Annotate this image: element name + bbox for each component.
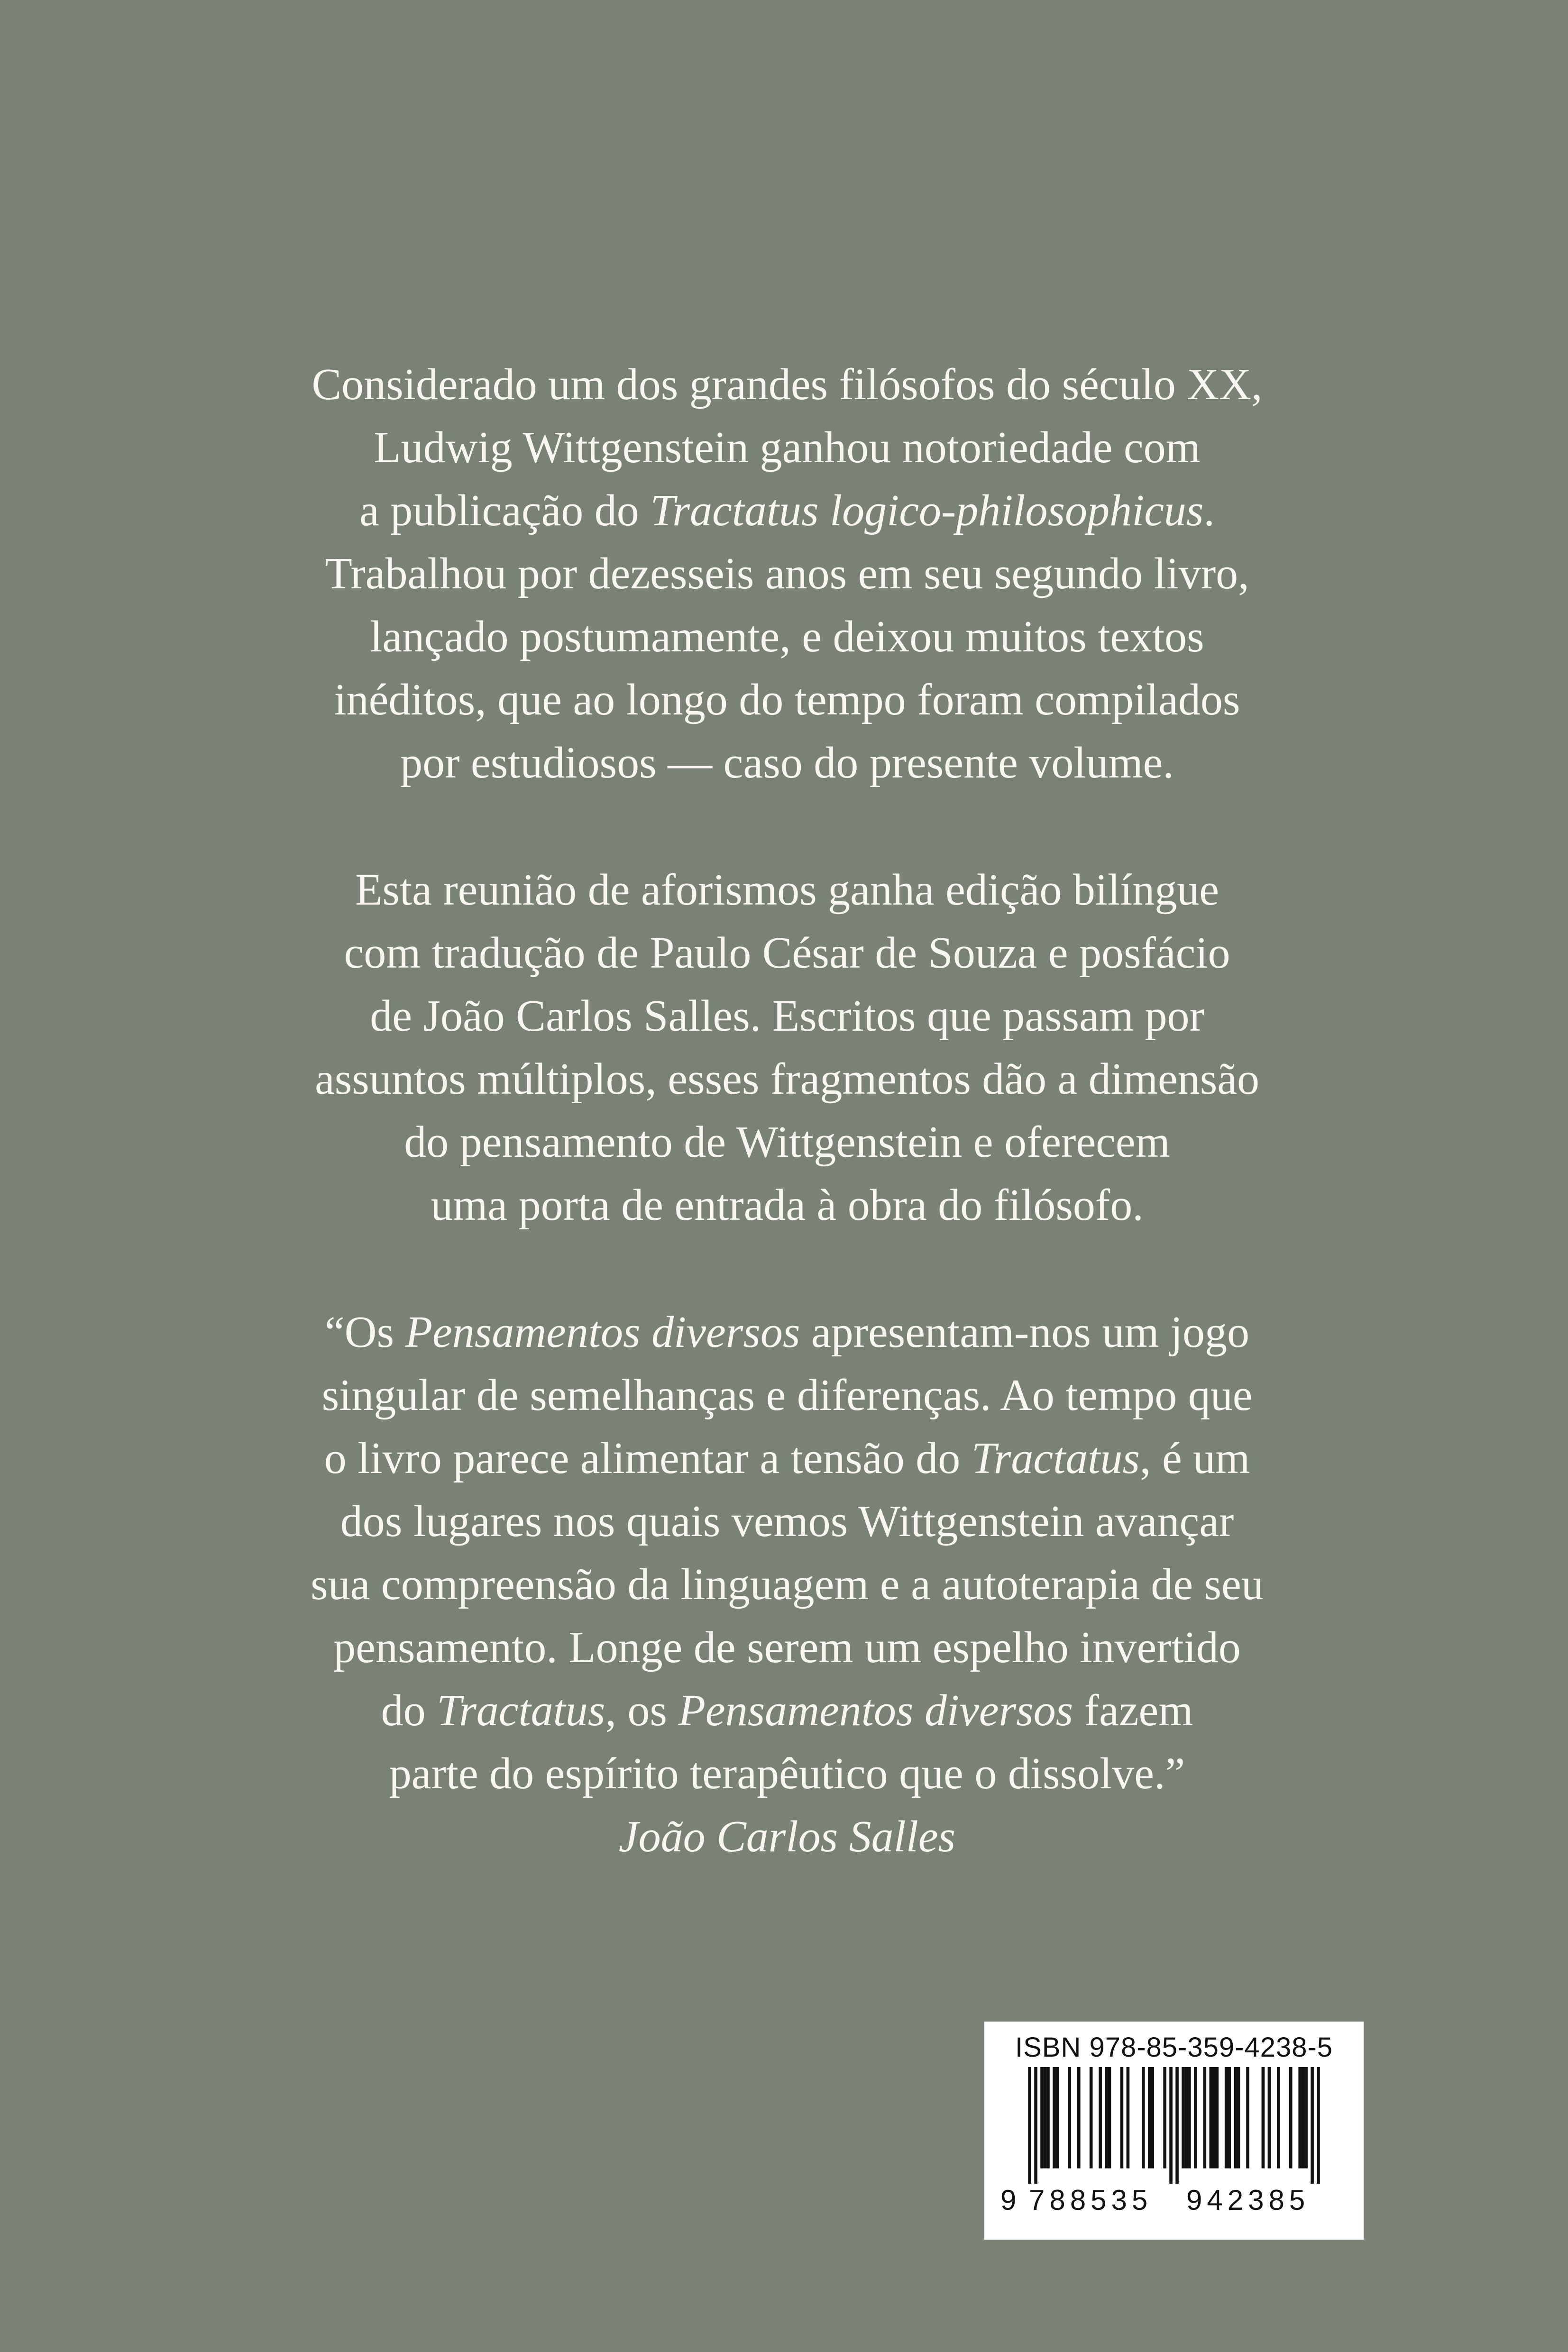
barcode-bar — [1212, 2067, 1216, 2169]
barcode-bar — [1056, 2067, 1059, 2169]
barcode-bar — [1127, 2067, 1130, 2169]
text-line — [190, 1364, 1385, 1427]
text-segment: com tradução de Paulo César de Souza e posfácio — [344, 928, 1230, 978]
text-segment: pensamento. Longe de serem um espelho invertido — [333, 1623, 1241, 1672]
text-line — [190, 353, 1385, 416]
barcode-bar — [1046, 2067, 1050, 2169]
text-segment: Considerado um dos grandes filósofos do século XX, — [312, 360, 1263, 409]
text-line — [190, 1301, 1385, 1364]
barcode-bar — [1151, 2067, 1154, 2169]
text-line — [190, 479, 1385, 542]
ean-right-group: 942385 — [1186, 2184, 1310, 2216]
barcode-bar — [1311, 2067, 1314, 2184]
blurb-paragraph-2 — [190, 859, 1385, 1237]
barcode-bar — [1053, 2067, 1056, 2169]
barcode-bar — [1277, 2067, 1280, 2169]
back-cover-blurb — [190, 353, 1385, 1932]
text-segment: por estudiosos — caso do presente volume. — [400, 738, 1174, 787]
italic-title: Tractatus logico-philosophicus — [650, 486, 1204, 535]
text-segment: Esta reunião de aforismos ganha edição bilíngue — [355, 865, 1219, 915]
barcode-bar — [1044, 2067, 1047, 2169]
text-segment: assuntos múltiplos, esses fragmentos dão a dimensão — [315, 1054, 1259, 1104]
text-segment: dos lugares nos quais vemos Wittgenstein avançar — [340, 1497, 1234, 1546]
barcode-bar — [1246, 2067, 1249, 2169]
text-line — [190, 1111, 1385, 1174]
barcode-bar — [1169, 2067, 1173, 2184]
barcode-bar — [1228, 2067, 1231, 2169]
text-segment: fazem — [1073, 1686, 1193, 1735]
barcode-bar — [1302, 2067, 1305, 2169]
barcode-bar — [1234, 2067, 1237, 2169]
barcode-bar — [1185, 2067, 1188, 2169]
text-line — [190, 985, 1385, 1048]
barcode-bars — [1000, 2067, 1348, 2184]
barcode-bar — [1148, 2067, 1151, 2169]
barcode-bar — [1108, 2067, 1111, 2169]
barcode-bar — [1304, 2067, 1308, 2169]
text-line — [190, 1174, 1385, 1237]
text-segment: uma porta de entrada à obra do filósofo. — [431, 1181, 1144, 1230]
text-segment: o livro parece alimentar a tensão do — [324, 1434, 972, 1483]
barcode-bar — [1090, 2067, 1093, 2169]
text-line — [190, 416, 1385, 479]
text-segment: “Os — [324, 1308, 405, 1357]
text-segment: . — [1203, 486, 1215, 535]
ean-digits — [1000, 2184, 1348, 2217]
text-segment: Trabalhou por dezesseis anos em seu segundo livro, — [325, 549, 1249, 598]
text-segment: apresentam-nos um jogo — [800, 1308, 1250, 1357]
blurb-paragraph-1 — [190, 353, 1385, 795]
barcode-bar — [1317, 2067, 1320, 2184]
text-line — [190, 542, 1385, 605]
text-line — [190, 1427, 1385, 1490]
isbn-barcode — [984, 2022, 1364, 2240]
blurb-quote — [190, 1301, 1385, 1868]
italic-title: Pensamentos diversos — [678, 1686, 1073, 1735]
quote-attribution: João Carlos Salles — [618, 1812, 956, 1861]
text-segment: inéditos, que ao longo do tempo foram compilados — [334, 675, 1240, 724]
text-segment: parte do espírito terapêutico que o dissolve.” — [389, 1749, 1185, 1798]
quote-text — [190, 1301, 1385, 1805]
text-line — [190, 1490, 1385, 1553]
barcode-bar — [1268, 2067, 1271, 2169]
text-line — [190, 732, 1385, 795]
text-line — [190, 1048, 1385, 1111]
italic-title: Tractatus — [971, 1434, 1140, 1483]
text-line — [190, 1553, 1385, 1616]
text-segment: , os — [605, 1686, 679, 1735]
text-line — [190, 922, 1385, 985]
barcode-bar — [1215, 2067, 1219, 2169]
barcode-bar — [1203, 2067, 1207, 2169]
text-segment: Ludwig Wittgenstein ganhou notoriedade com — [374, 423, 1201, 472]
italic-title: Pensamentos diversos — [405, 1308, 800, 1357]
barcode-bar — [1298, 2067, 1302, 2169]
ean-left-group: 788535 — [1029, 2184, 1153, 2216]
barcode-bar — [1175, 2067, 1179, 2184]
barcode-bar — [1182, 2067, 1185, 2169]
barcode-bar — [1040, 2067, 1044, 2169]
barcode-bar — [1289, 2067, 1293, 2169]
barcode-bar — [1105, 2067, 1108, 2169]
text-segment: singular de semelhanças e diferenças. Ao tempo que — [321, 1371, 1253, 1420]
barcode-bar — [1262, 2067, 1265, 2169]
text-segment: lançado postumamente, e deixou muitos textos — [370, 612, 1204, 661]
text-line — [190, 605, 1385, 668]
barcode-bar — [1225, 2067, 1228, 2169]
text-segment: a publicação do — [359, 486, 651, 535]
italic-title: Tractatus — [437, 1686, 605, 1735]
isbn-label: ISBN 978-85-359-4238-5 — [1015, 2032, 1333, 2063]
text-segment: de João Carlos Salles. Escritos que passam por — [370, 991, 1204, 1041]
barcode-bar — [1188, 2067, 1191, 2169]
text-segment: , é um — [1139, 1434, 1250, 1483]
barcode-bar — [1194, 2067, 1197, 2169]
barcode-bar — [1028, 2067, 1031, 2184]
text-line — [190, 1616, 1385, 1679]
barcode-bar — [1163, 2067, 1166, 2169]
barcode-bar — [1209, 2067, 1212, 2169]
text-line — [190, 859, 1385, 922]
text-segment: do — [381, 1686, 437, 1735]
text-line — [190, 1679, 1385, 1742]
barcode-bar — [1142, 2067, 1145, 2169]
text-segment: sua compreensão da linguagem e a autoterapia de seu — [311, 1560, 1264, 1609]
text-segment: do pensamento de Wittgenstein e oferecem — [404, 1117, 1170, 1167]
barcode-bar — [1237, 2067, 1240, 2169]
text-line — [190, 1742, 1385, 1805]
barcode-bar — [1077, 2067, 1081, 2169]
barcode-bar — [1099, 2067, 1102, 2169]
barcode-bar — [1034, 2067, 1037, 2184]
barcode-bar — [1120, 2067, 1124, 2169]
ean-first-digit: 9 — [1000, 2184, 1021, 2216]
text-line — [190, 668, 1385, 732]
barcode-bar — [1068, 2067, 1072, 2169]
